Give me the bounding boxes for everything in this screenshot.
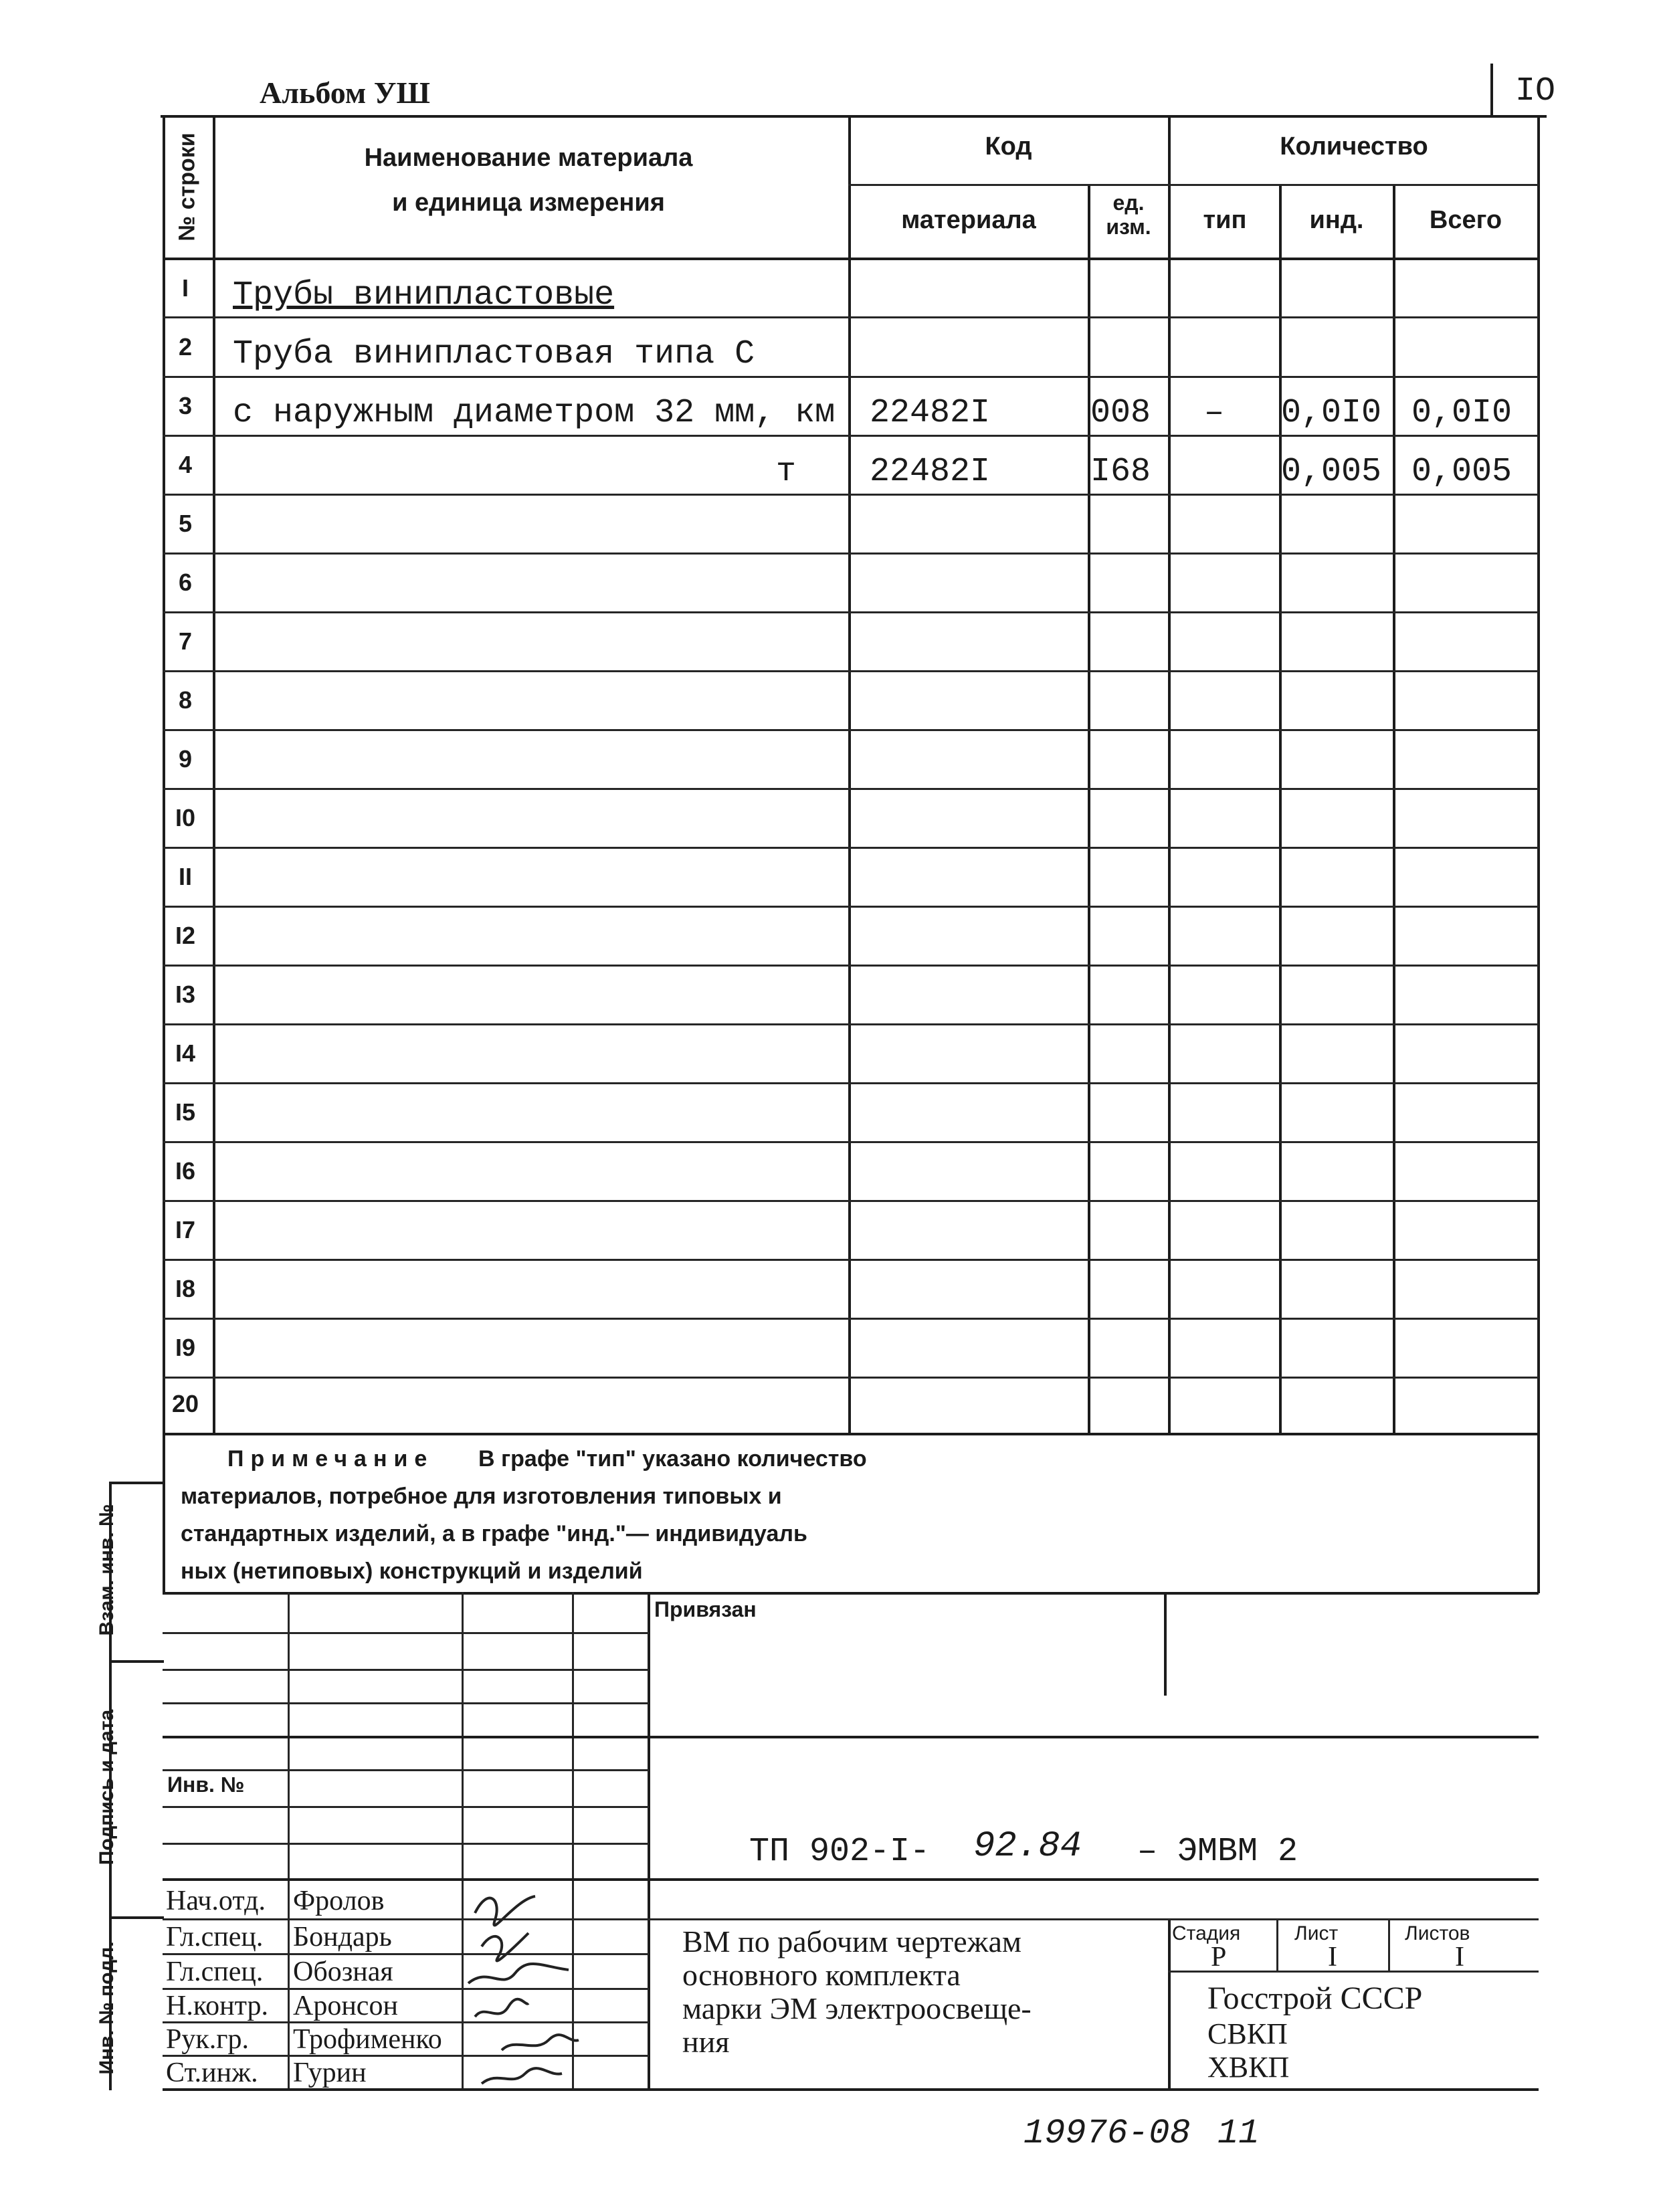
side-label-inv-original: Инв. № подл.	[96, 1941, 118, 2075]
stamp-main-divider	[648, 1592, 650, 2090]
row-rule	[163, 1141, 1539, 1143]
table-col-name-divider	[848, 115, 851, 1434]
table-col-code-divider	[1088, 184, 1090, 1434]
row-number: 5	[178, 510, 193, 537]
document-title-line1: ВМ по рабочим чертежам	[682, 1924, 1021, 1958]
row-number: I7	[175, 1216, 196, 1243]
row-rule	[163, 1023, 1539, 1025]
stamp-person: Аронсон	[293, 1991, 398, 2021]
row-number: 3	[178, 392, 193, 419]
organization-line3: ХВКП	[1207, 2051, 1290, 2084]
header-bottom-rule	[163, 258, 1539, 260]
stamp-sheet-divider	[1388, 1918, 1390, 1971]
document-code-prefix: ТП 902-I-	[749, 1833, 931, 1871]
row-rule	[163, 376, 1539, 378]
row-rule	[163, 1200, 1539, 1202]
row-rule	[163, 847, 1539, 849]
note-title: Примечание	[227, 1446, 434, 1472]
row-rule	[163, 552, 1539, 555]
row-rule	[163, 965, 1539, 967]
row-name: Труба винипластовая типа С	[233, 335, 755, 373]
table-col-unit-divider	[1168, 115, 1171, 1434]
stamp-role: Рук.гр.	[166, 2024, 249, 2055]
note-line3: стандартных изделий, а в графе "инд."— индивидуаль	[181, 1521, 807, 1546]
row-number: I8	[175, 1275, 196, 1302]
row-rule	[163, 435, 1539, 437]
stamp-row-rule	[163, 1843, 649, 1845]
privyazan-label: Привязан	[654, 1597, 757, 1621]
row-qty-ind: 0,005	[1281, 453, 1382, 491]
stamp-role: Ст.инж.	[166, 2057, 258, 2088]
row-number: 20	[171, 1390, 199, 1417]
signature-scribbles	[462, 1873, 582, 2087]
row-number: I0	[175, 804, 196, 831]
row-number: 9	[178, 745, 193, 773]
col-code-material-header: материала	[901, 206, 1036, 234]
document-title-line2: основного комплекта	[682, 1958, 961, 1992]
organization-line1: Госстрой СССР	[1207, 1981, 1423, 2016]
album-label: Альбом УШ	[260, 76, 430, 110]
row-rule	[163, 611, 1539, 613]
stamp-row-rule	[163, 1632, 649, 1634]
row-code-unit: I68	[1090, 453, 1151, 491]
row-number: I6	[175, 1157, 196, 1185]
stamp-person: Гурин	[293, 2057, 367, 2088]
row-number: 2	[178, 333, 193, 361]
row-number: 6	[178, 569, 193, 596]
side-label-signature-date: Подпись и дата	[96, 1709, 118, 1866]
stamp-row-rule	[163, 1806, 649, 1808]
stamp-row-rule	[163, 1918, 1539, 1920]
row-number: 8	[178, 686, 193, 714]
row-rule	[163, 670, 1539, 672]
row-rule	[163, 1318, 1539, 1320]
col-code-unit-header: ед. изм.	[1106, 191, 1151, 239]
stamp-role: Гл.спец.	[166, 1956, 264, 1987]
row-qty-ind: 0,0I0	[1281, 394, 1382, 432]
archive-sheet-mark: 11	[1217, 2114, 1260, 2153]
table-col-row-divider	[213, 115, 215, 1434]
row-number: 7	[178, 627, 193, 655]
col-code-header: Код	[985, 132, 1032, 161]
page-number: IO	[1515, 72, 1556, 110]
stamp-bottom-rule	[163, 2088, 1539, 2091]
note-line4: ных (нетиповых) конструкций и изделий	[181, 1559, 643, 1584]
document-code-suffix: – ЭМВМ 2	[1137, 1833, 1298, 1871]
row-number: 4	[178, 451, 193, 478]
row-name: т	[776, 453, 797, 491]
page-number-divider	[1490, 64, 1493, 117]
row-name: с наружным диаметром 32 мм, км	[233, 394, 836, 432]
stamp-upper-divider	[1164, 1592, 1167, 1696]
stamp-info-divider	[1168, 1918, 1171, 2090]
row-rule	[163, 316, 1539, 318]
stamp-person: Обозная	[293, 1956, 393, 1987]
row-number: I	[181, 274, 189, 302]
stage-value: Р	[1211, 1942, 1227, 1973]
document-title-line3: марки ЭМ электроосвеще-	[682, 1991, 1032, 2025]
margin-rule	[109, 1660, 164, 1663]
col-row-number-header: № строки	[174, 132, 200, 241]
top-rule	[161, 115, 1547, 118]
table-right-border	[1537, 115, 1540, 1593]
stamp-person: Фролов	[293, 1886, 385, 1916]
row-rule	[163, 1259, 1539, 1261]
row-code-unit: 008	[1090, 394, 1151, 432]
stamp-row-rule	[163, 1702, 649, 1704]
note-bottom-rule	[163, 1592, 1539, 1595]
table-bottom-rule	[163, 1433, 1539, 1435]
sheet-value: I	[1328, 1942, 1337, 1973]
organization-line2: СВКП	[1207, 2017, 1288, 2050]
row-number: I2	[175, 922, 196, 949]
document-code-number: 92.84	[973, 1826, 1082, 1867]
stamp-role: Гл.спец.	[166, 1922, 264, 1952]
row-code-material: 22482I	[870, 453, 991, 491]
row-rule	[163, 729, 1539, 731]
table-col-type-divider	[1279, 184, 1282, 1434]
stamp-horizontal-rule	[163, 1736, 1539, 1738]
row-rule	[163, 1082, 1539, 1084]
note-line2: материалов, потребное для изготовления типовых и	[181, 1484, 782, 1509]
row-number: I4	[175, 1039, 196, 1067]
document-title-line4: ния	[682, 2025, 730, 2059]
col-name-header-line1: Наименование материала	[364, 144, 693, 172]
row-rule	[163, 906, 1539, 908]
row-number: I5	[175, 1098, 196, 1126]
row-rule	[163, 788, 1539, 790]
sheet-label: Лист	[1294, 1922, 1339, 1944]
row-code-material: 22482I	[870, 394, 991, 432]
stamp-person: Трофименко	[293, 2024, 442, 2055]
col-quantity-header: Количество	[1280, 132, 1428, 161]
margin-rule	[109, 1916, 164, 1919]
col-qty-ind-header: инд.	[1309, 206, 1364, 234]
stamp-row-rule	[163, 1769, 649, 1771]
col-qty-total-header: Всего	[1429, 206, 1502, 234]
stamp-col-rule	[288, 1592, 290, 2090]
row-rule	[163, 1377, 1539, 1379]
row-number: I9	[175, 1334, 196, 1361]
stamp-role: Нач.отд.	[166, 1886, 266, 1916]
stamp-stage-divider	[1276, 1918, 1278, 1971]
table-col-ind-divider	[1393, 184, 1395, 1434]
row-qty-total: 0,005	[1411, 453, 1512, 491]
row-name: Трубы винипластовые	[233, 276, 615, 314]
row-qty-total: 0,0I0	[1411, 394, 1512, 432]
sheets-count-label: Листов	[1405, 1922, 1470, 1944]
row-rule	[163, 494, 1539, 496]
col-qty-type-header: тип	[1203, 206, 1247, 234]
stamp-horizontal-rule	[163, 1878, 1539, 1881]
row-number: I3	[175, 981, 196, 1008]
sheets-count-value: I	[1455, 1942, 1464, 1973]
row-number: II	[178, 863, 192, 890]
archive-number: 19976-08	[1023, 2114, 1191, 2153]
stamp-role: Н.контр.	[166, 1991, 268, 2021]
header-mid-rule	[848, 184, 1539, 186]
row-qty-type: –	[1204, 394, 1225, 432]
inv-no-label: Инв. №	[167, 1773, 245, 1797]
col-name-header-line2: и единица измерения	[392, 189, 665, 217]
stamp-row-rule	[163, 1669, 649, 1671]
note-line1: В графе "тип" указано количество	[478, 1446, 867, 1472]
side-label-vzam-inv: Взам. инв. №	[96, 1504, 118, 1636]
stage-label: Стадия	[1172, 1922, 1241, 1944]
stamp-person: Бондарь	[293, 1922, 392, 1952]
